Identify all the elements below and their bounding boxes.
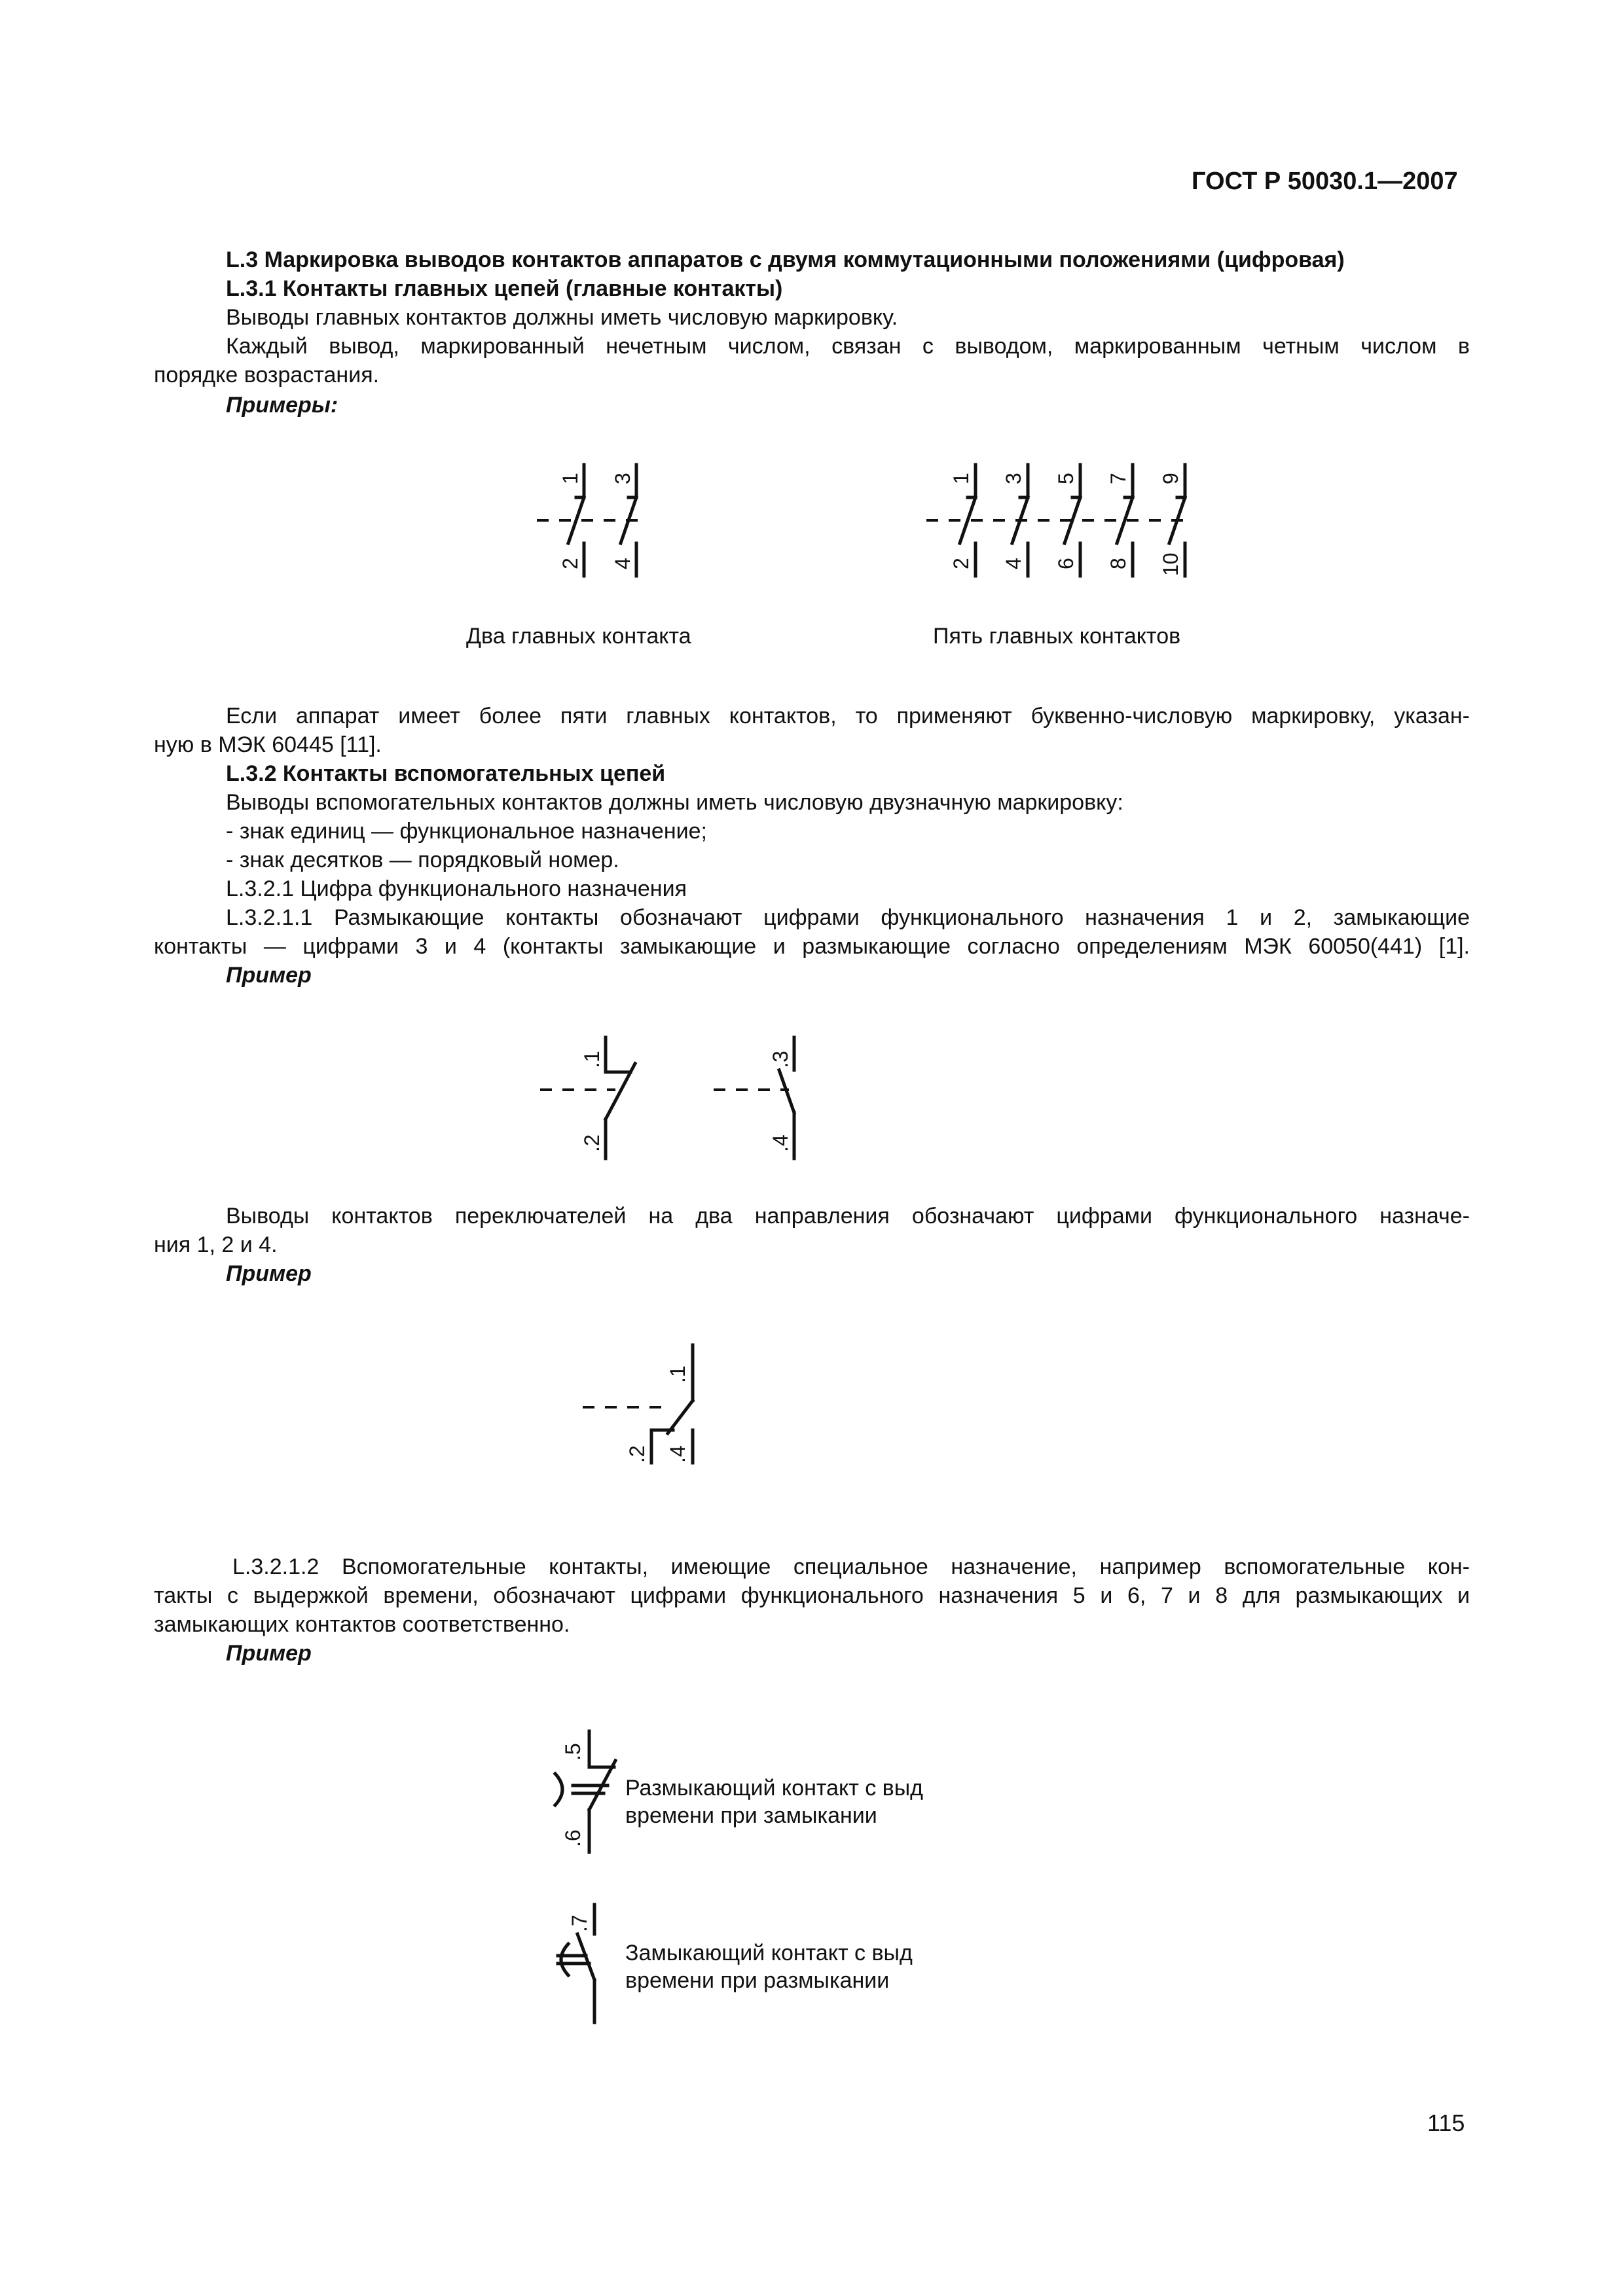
paragraph-l3-2-1-2-line2: такты с выдержкой времени, обозначают цифрами функционального назначения 5 и 6, 7 и 8 для размыкающих и bbox=[154, 1583, 1470, 1608]
delayed-no-description-line2: времени при размыкании bbox=[625, 1968, 890, 1993]
terminal-label-4: 4 bbox=[611, 558, 634, 569]
terminal-label-dot6: .6 bbox=[561, 1829, 585, 1847]
standard-number: ГОСТ Р 50030.1—2007 bbox=[1192, 168, 1458, 195]
paragraph-more-than-five-line2: ную в МЭК 60445 [11]. bbox=[154, 732, 382, 757]
diagram-changeover-contact bbox=[576, 1338, 707, 1469]
paragraph-l3-2-1-2-line1: L.3.2.1.2 Вспомогательные контакты, имеющие специальное назначение, например вспомогательные кон- bbox=[232, 1554, 1470, 1579]
terminal-label-3: 3 bbox=[1002, 473, 1025, 484]
terminal-label-dot4: .4 bbox=[666, 1445, 689, 1463]
terminal-label-6: 6 bbox=[1054, 558, 1078, 569]
heading-l3-2: L.3.2 Контакты вспомогательных цепей bbox=[226, 761, 666, 786]
bullet-tens-digit: - знак десятков — порядковый номер. bbox=[226, 848, 619, 872]
terminal-label-8: 8 bbox=[1106, 558, 1130, 569]
caption-two-main-contacts: Два главных контакта bbox=[466, 624, 691, 649]
terminal-label-1: 1 bbox=[949, 473, 973, 484]
paragraph-changeover-line1: Выводы контактов переключателей на два направления обозначают цифрами функционального назначе- bbox=[226, 1204, 1470, 1229]
diagram-two-main-contacts bbox=[524, 452, 674, 589]
page-number: 115 bbox=[1427, 2109, 1465, 2136]
delayed-nc-description-line2: времени при замыкании bbox=[625, 1803, 877, 1828]
paragraph-odd-even-line1: Каждый вывод, маркированный нечетным числом, связан с выводом, маркированным четным числом в bbox=[226, 334, 1470, 359]
terminal-label-dot1: .1 bbox=[580, 1050, 604, 1068]
diagram-five-main-contacts bbox=[913, 452, 1214, 589]
paragraph-l3-2-1-1-line1: L.3.2.1.1 Размыкающие контакты обозначают цифрами функционального назначения 1 и 2, замыкающие bbox=[226, 905, 1470, 930]
examples-label: Примеры: bbox=[226, 393, 338, 418]
terminal-label-2: 2 bbox=[949, 558, 973, 569]
terminal-label-dot5: .5 bbox=[561, 1743, 585, 1761]
example-label-3: Пример bbox=[226, 1641, 312, 1666]
terminal-label-7: 7 bbox=[1106, 473, 1130, 484]
delayed-no-description-line1: Замыкающий контакт с выд bbox=[625, 1941, 913, 1965]
bullet-units-digit: - знак единиц — функциональное назначение; bbox=[226, 819, 707, 844]
terminal-label-dot3: .3 bbox=[769, 1050, 792, 1068]
paragraph-changeover-line2: ния 1, 2 и 4. bbox=[154, 1232, 278, 1257]
terminal-label-9: 9 bbox=[1159, 473, 1182, 484]
terminal-label-4: 4 bbox=[1002, 558, 1025, 569]
terminal-label-3: 3 bbox=[611, 473, 634, 484]
diagram-nc-no-aux-contacts bbox=[534, 1034, 822, 1165]
paragraph-aux-two-digit: Выводы вспомогательных контактов должны иметь числовую двузначную маркировку: bbox=[226, 790, 1123, 815]
paragraph-main-numeric: Выводы главных контактов должны иметь числовую маркировку. bbox=[226, 305, 898, 330]
terminal-label-5: 5 bbox=[1054, 473, 1078, 484]
paragraph-l3-2-1-1-line2: контакты — цифрами 3 и 4 (контакты замыкающие и размыкающие согласно определениям МЭК 60050(441) [1]. bbox=[154, 934, 1470, 959]
terminal-label-1: 1 bbox=[558, 473, 582, 484]
paragraph-l3-2-1-2-line3: замыкающих контактов соответственно. bbox=[154, 1612, 570, 1637]
terminal-label-10: 10 bbox=[1159, 552, 1182, 576]
terminal-label-2: 2 bbox=[558, 558, 582, 569]
example-label-1: Пример bbox=[226, 963, 312, 988]
example-label-2: Пример bbox=[226, 1261, 312, 1286]
terminal-label-dot1: .1 bbox=[666, 1365, 689, 1383]
terminal-label-dot4: .4 bbox=[769, 1134, 792, 1152]
heading-l3-1: L.3.1 Контакты главных цепей (главные контакты) bbox=[226, 276, 783, 301]
heading-l3-2-1: L.3.2.1 Цифра функционального назначения bbox=[226, 876, 687, 901]
paragraph-more-than-five-line1: Если аппарат имеет более пяти главных контактов, то применяют буквенно-числовую маркировку, указан- bbox=[226, 704, 1470, 728]
terminal-label-dot7: .7 bbox=[568, 1914, 591, 1932]
caption-five-main-contacts: Пять главных контактов bbox=[933, 624, 1181, 649]
diagram-delayed-no-contact bbox=[537, 1898, 635, 2029]
terminal-label-dot2: .2 bbox=[625, 1445, 649, 1463]
heading-l3: L.3 Маркировка выводов контактов аппаратов с двумя коммутационными положениями (цифровая) bbox=[226, 247, 1345, 272]
delayed-nc-description-line1: Размыкающий контакт с выд bbox=[625, 1776, 924, 1801]
terminal-label-dot2: .2 bbox=[580, 1134, 604, 1152]
paragraph-odd-even-line2: порядке возрастания. bbox=[154, 363, 380, 387]
diagram-delayed-nc-contact bbox=[537, 1728, 635, 1859]
